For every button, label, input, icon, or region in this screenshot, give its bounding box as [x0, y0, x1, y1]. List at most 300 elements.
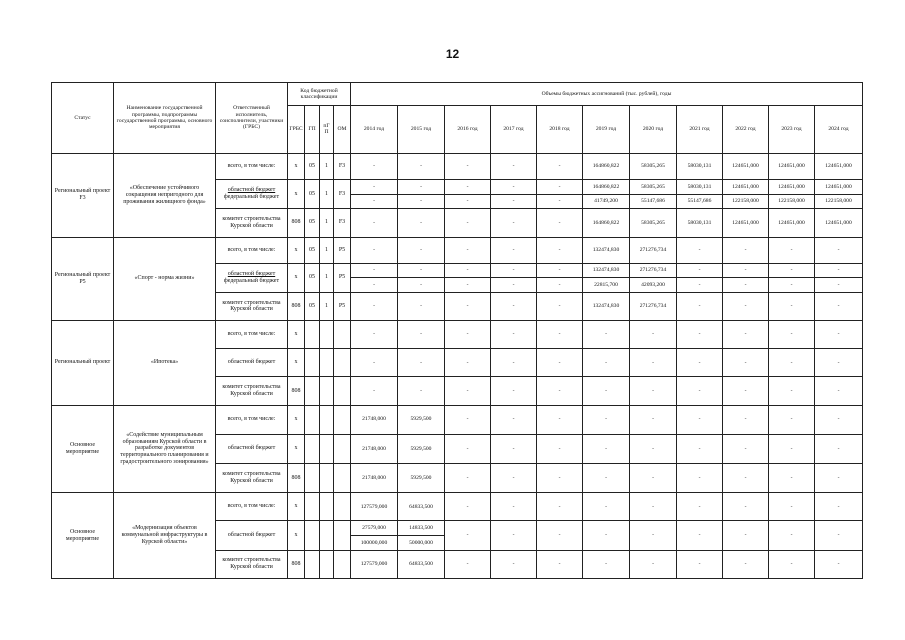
responsible-cell: всего, в том числе: [216, 154, 288, 180]
value-cell: - [677, 550, 723, 578]
code-grbs-cell: х [288, 405, 305, 434]
value-cell: - [630, 405, 677, 434]
value-cell: 22815,700 [583, 278, 630, 293]
value-cell: 164860,822 [583, 209, 630, 237]
value-cell: - [491, 493, 537, 521]
value-cell: - [769, 521, 815, 550]
code-gp-cell [305, 434, 320, 463]
code-om-cell [334, 405, 351, 434]
value-cell: - [491, 434, 537, 463]
value-cell: - [723, 292, 769, 320]
code-gp-cell: 05 [305, 154, 320, 180]
value-cell: 164860,822 [583, 154, 630, 180]
value-cell: - [351, 194, 398, 209]
value-cell: - [537, 349, 583, 377]
code-om-cell: P5 [334, 263, 351, 292]
responsible-cell: областной бюджет [216, 521, 288, 550]
value-cell: - [398, 292, 445, 320]
value-cell: 164860,822 [583, 180, 630, 195]
code-pgp-cell [320, 434, 334, 463]
value-cell: - [723, 321, 769, 349]
value-cell: 41749,200 [583, 194, 630, 209]
value-cell: - [351, 292, 398, 320]
value-cell: - [815, 405, 863, 434]
value-cell: 55147,686 [677, 194, 723, 209]
code-om-cell [334, 521, 351, 550]
value-cell: - [769, 349, 815, 377]
value-cell: - [815, 278, 863, 293]
program-name-cell: «Ипотека» [114, 321, 216, 406]
code-gp-cell: 05 [305, 180, 320, 209]
value-cell: 122158,000 [815, 194, 863, 209]
program-name-cell: «Содействие муниципальным образованиям Курской области в разработке документов территориального планирования и градостроительного зонирования» [114, 405, 216, 493]
code-grbs-cell: х [288, 237, 305, 263]
value-cell: - [445, 263, 491, 278]
code-gp-cell [305, 321, 320, 349]
code-grbs-cell: х [288, 154, 305, 180]
header-name: Наименование государственной программы, подпрограммы государственной программы, основного мероприятия [114, 83, 216, 154]
value-cell: - [537, 464, 583, 493]
status-cell: Региональный проект F3 [52, 154, 114, 238]
code-gp-cell [305, 464, 320, 493]
code-om-cell [334, 550, 351, 578]
value-cell: 50000,000 [398, 536, 445, 551]
value-cell: - [445, 464, 491, 493]
responsible-cell: всего, в том числе: [216, 237, 288, 263]
code-om-cell [334, 321, 351, 349]
value-cell: - [398, 263, 445, 278]
value-cell: - [351, 321, 398, 349]
value-cell: - [677, 521, 723, 550]
value-cell: - [491, 209, 537, 237]
value-cell: - [398, 349, 445, 377]
value-cell: - [445, 278, 491, 293]
value-cell: - [445, 154, 491, 180]
value-cell: - [723, 405, 769, 434]
value-cell: - [815, 321, 863, 349]
value-cell: - [491, 278, 537, 293]
table-row [52, 405, 863, 434]
value-cell: - [537, 209, 583, 237]
value-cell: - [491, 521, 537, 550]
value-cell: 58030,131 [677, 154, 723, 180]
value-cell: - [398, 180, 445, 195]
value-cell: - [630, 321, 677, 349]
value-cell: - [537, 263, 583, 278]
responsible-line: областной бюджет [227, 270, 276, 277]
value-cell: - [445, 194, 491, 209]
value-cell: 100000,000 [351, 536, 398, 551]
value-cell: 124651,000 [769, 209, 815, 237]
code-pgp-cell: 1 [320, 154, 334, 180]
value-cell: - [677, 263, 723, 278]
code-grbs-cell: х [288, 493, 305, 521]
value-cell: - [537, 180, 583, 195]
code-om-cell [334, 434, 351, 463]
value-cell: - [677, 292, 723, 320]
value-cell: - [351, 209, 398, 237]
responsible-cell [216, 263, 288, 292]
value-cell: - [351, 349, 398, 377]
value-cell: - [815, 521, 863, 550]
value-cell: - [769, 237, 815, 263]
value-cell: 132474,830 [583, 263, 630, 278]
responsible-cell: комитет строительства Курской области [216, 209, 288, 237]
value-cell: - [351, 154, 398, 180]
code-pgp-cell [320, 405, 334, 434]
header-code-grbs: ГРБС [288, 105, 305, 153]
value-cell: 127579,000 [351, 493, 398, 521]
value-cell: - [769, 493, 815, 521]
program-name-cell: «Спорт - норма жизни» [114, 237, 216, 321]
value-cell: - [677, 278, 723, 293]
value-cell: - [537, 377, 583, 405]
header-year: 2019 год [583, 105, 630, 153]
value-cell: 64833,500 [398, 493, 445, 521]
code-gp-cell: 05 [305, 263, 320, 292]
code-pgp-cell: 1 [320, 292, 334, 320]
header-year: 2021 год [677, 105, 723, 153]
value-cell: 5929,500 [398, 405, 445, 434]
value-cell: 124651,000 [769, 154, 815, 180]
value-cell: 5929,500 [398, 434, 445, 463]
code-grbs-cell: 808 [288, 550, 305, 578]
value-cell: 124651,000 [723, 154, 769, 180]
budget-table [51, 82, 863, 579]
value-cell: - [537, 154, 583, 180]
value-cell: - [630, 550, 677, 578]
code-om-cell [334, 377, 351, 405]
value-cell: - [491, 292, 537, 320]
value-cell: - [815, 464, 863, 493]
value-cell: - [351, 278, 398, 293]
code-gp-cell [305, 521, 320, 550]
value-cell: - [491, 377, 537, 405]
value-cell: - [491, 321, 537, 349]
value-cell: - [491, 154, 537, 180]
value-cell: - [398, 237, 445, 263]
value-cell: - [445, 405, 491, 434]
header-row-1 [52, 83, 863, 106]
value-cell: - [677, 349, 723, 377]
code-om-cell: F3 [334, 180, 351, 209]
value-cell: - [583, 321, 630, 349]
value-cell: - [769, 434, 815, 463]
value-cell: - [491, 405, 537, 434]
program-name-cell: «Модернизация объектов коммунальной инфраструктуры в Курской области» [114, 493, 216, 579]
code-pgp-cell [320, 377, 334, 405]
value-cell: - [491, 194, 537, 209]
code-gp-cell [305, 493, 320, 521]
value-cell: 124651,000 [723, 209, 769, 237]
responsible-line: федеральный бюджет [223, 277, 280, 284]
value-cell: 58030,131 [677, 209, 723, 237]
header-code-om: ОМ [334, 105, 351, 153]
responsible-cell: всего, в том числе: [216, 405, 288, 434]
value-cell: - [815, 550, 863, 578]
code-om-cell: P5 [334, 237, 351, 263]
code-om-cell: F3 [334, 209, 351, 237]
value-cell: - [583, 521, 630, 550]
value-cell: 42093,200 [630, 278, 677, 293]
header-code-pgp: пГ П [320, 105, 334, 153]
code-grbs-cell: 808 [288, 464, 305, 493]
value-cell: - [491, 550, 537, 578]
code-pgp-cell: 1 [320, 180, 334, 209]
header-year: 2017 год [491, 105, 537, 153]
code-om-cell [334, 464, 351, 493]
responsible-cell: комитет строительства Курской области [216, 550, 288, 578]
value-cell: - [445, 321, 491, 349]
value-cell: - [445, 349, 491, 377]
code-pgp-cell [320, 349, 334, 377]
value-cell: - [769, 550, 815, 578]
value-cell: - [723, 377, 769, 405]
code-grbs-cell: х [288, 263, 305, 292]
header-year: 2023 год [769, 105, 815, 153]
value-cell: - [537, 321, 583, 349]
value-cell: - [351, 180, 398, 195]
table-row [52, 154, 863, 180]
value-cell: 58030,131 [677, 180, 723, 195]
code-pgp-cell [320, 493, 334, 521]
value-cell: - [677, 377, 723, 405]
table-row [52, 493, 863, 521]
status-cell: Региональный проект [52, 321, 114, 406]
header-volumes: Объемы бюджетных ассигнований (тыс. рублей), годы [351, 83, 863, 106]
code-grbs-cell: х [288, 521, 305, 550]
value-cell: - [491, 263, 537, 278]
value-cell: - [491, 349, 537, 377]
value-cell: - [491, 464, 537, 493]
value-cell: - [583, 405, 630, 434]
value-cell: 124651,000 [815, 180, 863, 195]
code-grbs-cell: 808 [288, 209, 305, 237]
value-cell: - [630, 464, 677, 493]
header-year: 2022 год [723, 105, 769, 153]
header-year: 2020 год [630, 105, 677, 153]
header-year: 2015 год [398, 105, 445, 153]
value-cell: 271276,734 [630, 237, 677, 263]
value-cell: - [677, 493, 723, 521]
value-cell: - [583, 377, 630, 405]
value-cell: - [398, 194, 445, 209]
value-cell: - [677, 321, 723, 349]
value-cell: - [445, 521, 491, 550]
code-pgp-cell: 1 [320, 209, 334, 237]
value-cell: - [723, 493, 769, 521]
value-cell: - [583, 434, 630, 463]
value-cell: - [723, 434, 769, 463]
code-grbs-cell: х [288, 321, 305, 349]
header-budget-code: Код бюджетной классификации [288, 83, 351, 106]
value-cell: - [537, 237, 583, 263]
value-cell: - [723, 237, 769, 263]
table-row [52, 237, 863, 263]
value-cell: - [723, 464, 769, 493]
value-cell: - [769, 405, 815, 434]
value-cell: - [723, 278, 769, 293]
code-grbs-cell: х [288, 434, 305, 463]
table-row [52, 321, 863, 349]
value-cell: 21748,000 [351, 434, 398, 463]
code-om-cell: P5 [334, 292, 351, 320]
value-cell: - [491, 180, 537, 195]
value-cell: - [769, 278, 815, 293]
code-gp-cell: 05 [305, 209, 320, 237]
value-cell: - [351, 263, 398, 278]
responsible-cell: комитет строительства Курской области [216, 292, 288, 320]
value-cell: 132474,830 [583, 237, 630, 263]
value-cell: - [723, 349, 769, 377]
value-cell: 64833,500 [398, 550, 445, 578]
value-cell: 124651,000 [815, 154, 863, 180]
value-cell: - [677, 434, 723, 463]
value-cell: - [815, 349, 863, 377]
responsible-cell: всего, в том числе: [216, 321, 288, 349]
code-pgp-cell [320, 464, 334, 493]
value-cell: - [815, 434, 863, 463]
value-cell: - [723, 521, 769, 550]
code-om-cell [334, 349, 351, 377]
value-cell: 5929,500 [398, 464, 445, 493]
value-cell: - [677, 405, 723, 434]
value-cell: - [630, 377, 677, 405]
value-cell: 132474,830 [583, 292, 630, 320]
value-cell: - [723, 550, 769, 578]
value-cell: - [398, 209, 445, 237]
code-gp-cell [305, 349, 320, 377]
value-cell: - [537, 434, 583, 463]
code-pgp-cell [320, 550, 334, 578]
value-cell: - [630, 349, 677, 377]
code-grbs-cell: 808 [288, 377, 305, 405]
value-cell: - [537, 550, 583, 578]
value-cell: - [815, 292, 863, 320]
value-cell: - [398, 278, 445, 293]
responsible-line: федеральный бюджет [223, 194, 280, 201]
value-cell: 271276,734 [630, 292, 677, 320]
code-pgp-cell [320, 321, 334, 349]
code-om-cell: F3 [334, 154, 351, 180]
responsible-cell: всего, в том числе: [216, 493, 288, 521]
program-name-cell: «Обеспечение устойчивого сокращения непригодного для проживания жилищного фонда» [114, 154, 216, 238]
value-cell: - [723, 263, 769, 278]
responsible-cell: комитет строительства Курской области [216, 464, 288, 493]
header-year: 2014 год [351, 105, 398, 153]
value-cell: 58305,265 [630, 154, 677, 180]
value-cell: 124651,000 [769, 180, 815, 195]
value-cell: - [445, 493, 491, 521]
code-pgp-cell: 1 [320, 237, 334, 263]
value-cell: - [445, 237, 491, 263]
value-cell: - [537, 493, 583, 521]
value-cell: - [815, 493, 863, 521]
value-cell: - [398, 154, 445, 180]
value-cell: - [769, 321, 815, 349]
value-cell: 14833,500 [398, 521, 445, 536]
value-cell: 58305,265 [630, 209, 677, 237]
value-cell: 27579,000 [351, 521, 398, 536]
value-cell: 55147,686 [630, 194, 677, 209]
code-gp-cell [305, 377, 320, 405]
status-cell: Основное мероприятие [52, 493, 114, 579]
value-cell: - [491, 237, 537, 263]
responsible-cell: областной бюджет [216, 349, 288, 377]
value-cell: - [398, 377, 445, 405]
value-cell: - [583, 349, 630, 377]
value-cell: - [445, 209, 491, 237]
header-code-gp: ГП [305, 105, 320, 153]
code-grbs-cell: х [288, 349, 305, 377]
value-cell: - [351, 377, 398, 405]
value-cell: 58305,265 [630, 180, 677, 195]
header-year: 2016 год [445, 105, 491, 153]
value-cell: - [445, 180, 491, 195]
value-cell: - [769, 263, 815, 278]
code-gp-cell [305, 550, 320, 578]
value-cell: - [677, 237, 723, 263]
responsible-cell [216, 180, 288, 209]
value-cell: - [537, 278, 583, 293]
value-cell: - [445, 292, 491, 320]
code-gp-cell: 05 [305, 237, 320, 263]
value-cell: - [537, 521, 583, 550]
value-cell: - [769, 292, 815, 320]
value-cell: - [815, 237, 863, 263]
value-cell: - [815, 377, 863, 405]
header-responsible: Ответственный исполнитель, соисполнители, участники (ГРБС) [216, 83, 288, 154]
header-year: 2018 год [537, 105, 583, 153]
header-status: Статус [52, 83, 114, 154]
code-pgp-cell [320, 521, 334, 550]
code-grbs-cell: х [288, 180, 305, 209]
value-cell: - [583, 493, 630, 521]
value-cell: 122158,000 [769, 194, 815, 209]
code-pgp-cell: 1 [320, 263, 334, 292]
value-cell: - [445, 377, 491, 405]
value-cell: - [445, 434, 491, 463]
value-cell: 21748,000 [351, 464, 398, 493]
code-om-cell [334, 493, 351, 521]
value-cell: - [815, 263, 863, 278]
responsible-cell: областной бюджет [216, 434, 288, 463]
responsible-line: областной бюджет [227, 187, 276, 194]
value-cell: 122158,000 [723, 194, 769, 209]
responsible-cell: комитет строительства Курской области [216, 377, 288, 405]
value-cell: 124651,000 [723, 180, 769, 195]
value-cell: - [677, 464, 723, 493]
value-cell: - [398, 321, 445, 349]
value-cell: 124651,000 [815, 209, 863, 237]
value-cell: 21748,000 [351, 405, 398, 434]
value-cell: - [351, 237, 398, 263]
value-cell: - [630, 493, 677, 521]
value-cell: - [769, 464, 815, 493]
value-cell: - [537, 405, 583, 434]
code-gp-cell [305, 405, 320, 434]
header-year: 2024 год [815, 105, 863, 153]
value-cell: - [445, 550, 491, 578]
value-cell: - [769, 377, 815, 405]
value-cell: - [583, 464, 630, 493]
code-grbs-cell: 808 [288, 292, 305, 320]
value-cell: - [583, 550, 630, 578]
status-cell: Региональный проект P5 [52, 237, 114, 321]
value-cell: - [537, 292, 583, 320]
code-gp-cell: 05 [305, 292, 320, 320]
value-cell: - [630, 521, 677, 550]
